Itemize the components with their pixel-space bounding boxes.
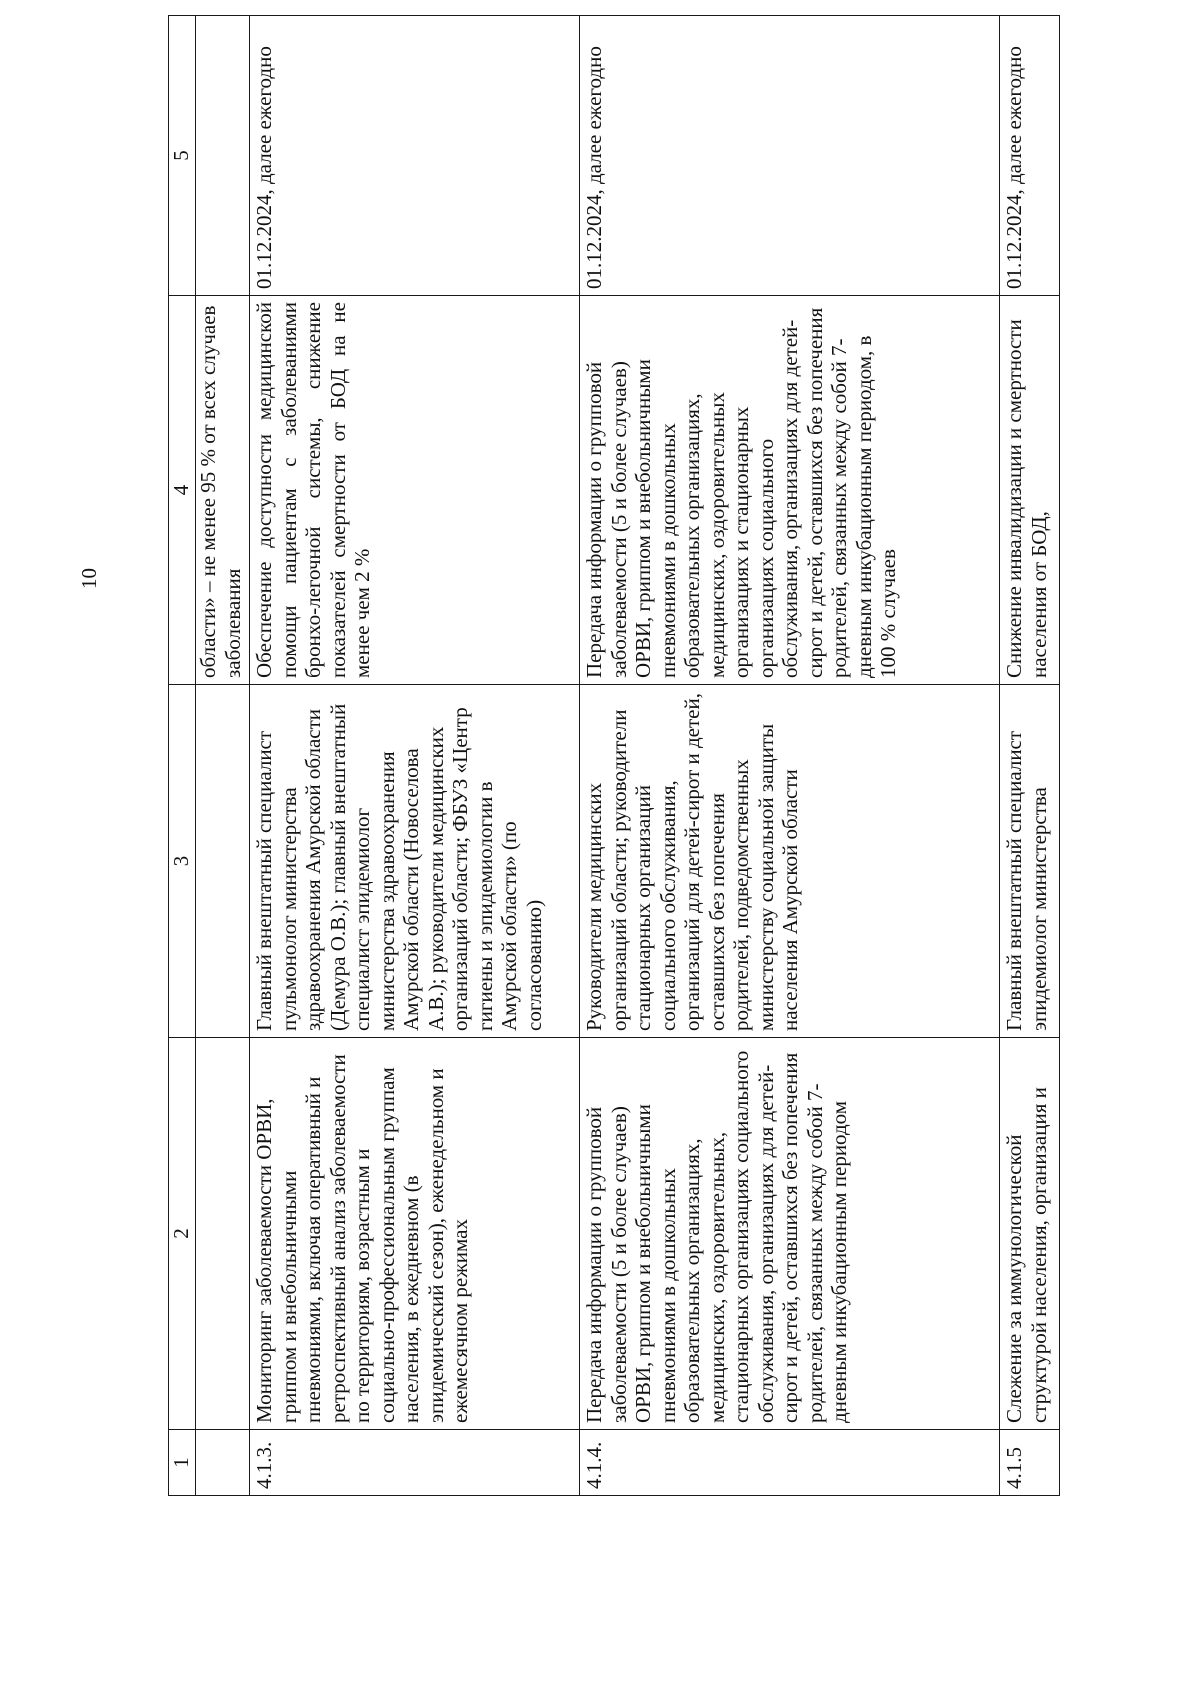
page-number: 10 [77,568,101,589]
responsible-cell: Руководители медицинских организаций области; руководители стационарных организаций социального обслуживания, организаций для детей-сирот и детей, оставшихся без попечения родителей, подведомственных министерству социальной защиты населения Амурской области [580,685,1000,1038]
deadline-cell: 01.12.2024, далее ежегодно [580,16,1000,296]
header-cell: 5 [169,16,196,296]
deadline-cell: 01.12.2024, далее ежегодно [250,16,580,296]
result-continuation: области» – не менее 95 % от всех случаев заболевания [196,296,250,685]
header-cell: 2 [169,1038,196,1430]
measures-table [168,15,1060,1496]
result-cell: Передача информации о групповой заболеваемости (5 и более случаев) ОРВИ, гриппом и внебольничными пневмониями в дошкольных образовательных организациях, медицинских, оздоровительных организациях и стационарных организациях социального обслуживания, организациях для детей-сирот и детей, оставшихся без попечения родителей, связанных между собой 7-дневным инкубационным периодом, в 100 % случаев [580,296,1000,685]
header-cell: 4 [169,296,196,685]
measure-cell: Слежение за иммунологической структурой населения, организация и [1000,1038,1060,1430]
table-row [1000,16,1060,1496]
continuation-row [196,16,250,1496]
responsible-cell: Главный внештатный специалист пульмонолог министерства здравоохранения Амурской области (Демура О.В.); главный внештатный специалист эпидемиолог министерства здравоохранения Амурской области (Новоселова А.В.); руководители медицинских организаций области; ФБУЗ «Центр гигиены и эпидемиологии в Амурской области» (по согласованию) [250,685,580,1038]
measure-cell: Передача информации о групповой заболеваемости (5 и более случаев) ОРВИ, гриппом и внебольничными пневмониями в дошкольных образовательных организациях, медицинских, оздоровительных, стационарных организациях социального обслуживания, организациях для детей-сирот и детей, оставшихся без попечения родителей, связанных между собой 7-дневным инкубационным периодом [580,1038,1000,1430]
rotated-table-wrapper [168,16,1098,1496]
row-number: 4.1.5 [1000,1430,1060,1496]
table-row [580,16,1000,1496]
table-row [250,16,580,1496]
header-cell: 1 [169,1430,196,1496]
measure-cell: Мониторинг заболеваемости ОРВИ, гриппом и внебольничными пневмониями, включая оперативный и ретроспективный анализ заболеваемости по территориям, возрастным и социально-профессиональным группам населения, в ежедневном (в эпидемический сезон), еженедельном и ежемесячном режимах [250,1038,580,1430]
result-cell: Снижение инвалидизации и смертности населения от БОД, [1000,296,1060,685]
row-number: 4.1.4. [580,1430,1000,1496]
empty-cell [196,1038,250,1430]
responsible-cell: Главный внештатный специалист эпидемиолог министерства [1000,685,1060,1038]
empty-cell [196,16,250,296]
empty-cell [196,685,250,1038]
row-number: 4.1.3. [250,1430,580,1496]
result-cell: Обеспечение доступности медицинской помощи пациентам с заболеваниями бронхо-легочной системы, снижение показателей смертности от БОД на не менее чем 2 % [250,296,580,685]
deadline-cell: 01.12.2024, далее ежегодно [1000,16,1060,296]
header-cell: 3 [169,685,196,1038]
empty-cell [196,1430,250,1496]
header-row [169,16,196,1496]
